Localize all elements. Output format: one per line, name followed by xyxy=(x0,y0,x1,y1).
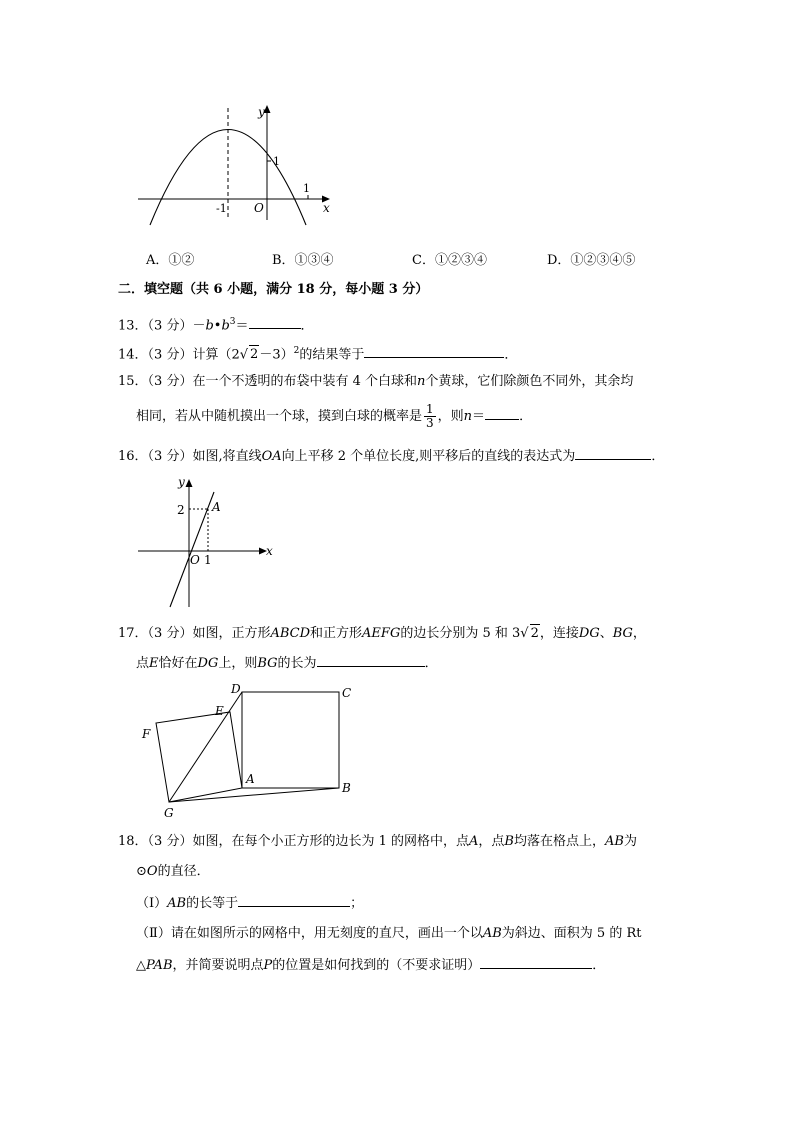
y-axis-arrow-icon xyxy=(186,479,193,487)
question-13 xyxy=(118,313,314,335)
option-c[interactable]: C．①②③④ xyxy=(412,253,487,268)
x-one-label: 1 xyxy=(303,182,310,195)
q14-radicand: 2 xyxy=(250,347,259,363)
q13-minus: － xyxy=(192,318,206,334)
parabola-figure xyxy=(130,100,340,225)
label-g: G xyxy=(164,806,174,820)
q17-text-2a: 点 xyxy=(136,656,150,671)
q13-answer-blank[interactable] xyxy=(249,316,301,329)
q16-text-b: 向上平移 2 个单位长度,则平移后的直线的表达式为 xyxy=(281,449,576,464)
label-e: E xyxy=(215,704,224,718)
q18-text-2b: 的直径． xyxy=(157,864,210,879)
q18-part-1-marker: （Ⅰ） xyxy=(136,896,168,911)
origin-label: O xyxy=(254,201,264,215)
option-b[interactable]: B．①③④ xyxy=(272,253,334,268)
q17-text-1a: 如图，正方形 xyxy=(192,626,271,641)
q17-text-2d: 的长为 xyxy=(277,656,317,671)
q17-text-1c: 的边长分别为 5 和 3 xyxy=(400,626,521,641)
q18-var-ab3: AB xyxy=(482,926,502,941)
q15-end: ． xyxy=(519,409,533,424)
label-d: D xyxy=(231,682,241,696)
q18-var-ab: AB xyxy=(604,834,624,849)
q15-equals: ＝ xyxy=(472,409,486,424)
q18-text-1c: 均落在格点上， xyxy=(513,834,605,849)
two-label: 2 xyxy=(177,503,185,517)
q17-var-e: E xyxy=(149,656,159,671)
q17-var-dg: DG xyxy=(578,626,600,641)
q14-prefix: 计算（2 xyxy=(192,347,240,363)
q14-exponent: 2 xyxy=(293,346,300,356)
point-a-label: A xyxy=(212,500,221,514)
q16-text-a: 如图,将直线 xyxy=(192,449,262,464)
q17-score: （3 分） xyxy=(147,626,193,641)
x-axis-label: x xyxy=(266,544,273,558)
one-label: 1 xyxy=(204,553,212,567)
q18-var-o: O xyxy=(146,864,158,879)
question-16 xyxy=(118,447,664,466)
q14-score: （3 分） xyxy=(147,347,193,363)
q17-number: 17． xyxy=(118,626,148,641)
q18-text-1d: 为 xyxy=(623,834,637,849)
q17-var-aefg: AEFG xyxy=(362,626,401,641)
q17-var-dg2: DG xyxy=(197,656,219,671)
question-15-line-2 xyxy=(136,403,532,430)
line-figure xyxy=(134,474,284,610)
q15-text-1b: 个黄球，它们除颜色不同外，其余均 xyxy=(425,374,634,389)
x-axis-label: x xyxy=(323,201,330,215)
q15-number: 15． xyxy=(118,374,148,389)
question-18-part-2-line-1 xyxy=(136,925,641,943)
q18-var-ab2: AB xyxy=(167,896,187,911)
question-14 xyxy=(118,342,517,364)
q15-answer-blank[interactable] xyxy=(485,407,519,420)
q17-var-abcd: ABCD xyxy=(270,626,311,641)
q17-separator: 、 xyxy=(599,626,613,641)
sqrt-icon: √ xyxy=(520,626,529,641)
q18-var-p: P xyxy=(263,958,273,973)
q17-var-bg2: BG xyxy=(257,656,278,671)
q18-text-1b: ，点 xyxy=(478,834,505,849)
neg-one-label: -1 xyxy=(216,202,227,215)
q13-equals: ＝ xyxy=(235,318,249,334)
question-17-line-1 xyxy=(118,624,646,643)
q14-end: ． xyxy=(504,347,518,363)
square-abcd xyxy=(242,692,339,788)
q13-var-b2: b xyxy=(221,318,230,334)
label-f: F xyxy=(142,727,151,741)
segment-bg xyxy=(169,788,339,802)
q14-post: －3） xyxy=(259,347,294,363)
q17-text-2c: 上，则 xyxy=(218,656,258,671)
segment-dg xyxy=(169,692,242,802)
q18-var-b: B xyxy=(504,834,514,849)
q18-number: 18． xyxy=(118,834,148,849)
label-b: B xyxy=(342,781,351,795)
q18-end: ． xyxy=(592,958,606,973)
q18-part-2-answer-blank[interactable] xyxy=(480,956,592,969)
q18-part-2-text-b: 为斜边、面积为 5 的 Rt xyxy=(501,926,642,941)
option-d[interactable]: D．①②③④⑤ xyxy=(547,253,636,268)
triangle-symbol: △ xyxy=(136,958,146,973)
q15-text-2a: 相同，若从中随机摸出一个球，摸到白球的概率是 xyxy=(136,409,423,424)
label-a: A xyxy=(246,772,255,786)
q13-exponent: 3 xyxy=(229,317,236,327)
y-axis-label: y xyxy=(178,475,185,489)
q17-text-1d: ，连接 xyxy=(539,626,579,641)
y-one-label: 1 xyxy=(273,155,280,168)
section-heading: 二．填空题（共 6 小题，满分 18 分，每小题 3 分） xyxy=(118,282,429,297)
q13-dot: • xyxy=(213,318,222,334)
q18-part-1-text: 的长等于 xyxy=(186,896,239,911)
question-18-part-1 xyxy=(136,894,363,913)
q15-score: （3 分） xyxy=(147,374,193,389)
q17-radicand: 2 xyxy=(530,626,539,641)
q16-answer-blank[interactable] xyxy=(575,447,651,460)
q17-text-2b: 恰好在 xyxy=(158,656,198,671)
q14-answer-blank[interactable] xyxy=(364,345,504,358)
q18-var-pab: PAB xyxy=(146,958,173,973)
q17-end: ． xyxy=(424,656,438,671)
option-a[interactable]: A．①② xyxy=(146,253,195,268)
q14-number: 14． xyxy=(118,347,148,363)
q18-part-2-text-d: 的位置是如何找到的（不要求证明） xyxy=(272,958,481,973)
q18-var-a: A xyxy=(469,834,479,849)
q16-end: ． xyxy=(651,449,665,464)
q15-fraction-num: 1 xyxy=(426,402,434,416)
question-18-part-2-line-2 xyxy=(136,956,605,975)
q15-text-1a: 在一个不透明的布袋中装有 4 个白球和 xyxy=(192,374,417,389)
question-15-line-1 xyxy=(118,373,633,391)
q13-var-b: b xyxy=(205,318,214,334)
q17-var-bg: BG xyxy=(612,626,633,641)
q16-var-oa: OA xyxy=(261,449,282,464)
squares-figure xyxy=(134,680,364,820)
q17-text-1b: 和正方形 xyxy=(310,626,363,641)
q13-number: 13． xyxy=(118,318,148,334)
question-18-line-1 xyxy=(118,833,637,851)
circle-o-symbol: ⊙ xyxy=(136,864,147,879)
q18-text-1a: 如图，在每个小正方形的边长为 1 的网格中，点 xyxy=(192,834,469,849)
q18-part-1-end: ； xyxy=(350,896,364,911)
question-17-line-2 xyxy=(136,654,438,673)
q14-tail: 的结果等于 xyxy=(299,347,365,363)
sqrt-icon: √ xyxy=(239,347,249,363)
q15-text-2b: ，则 xyxy=(437,409,464,424)
question-18-line-2 xyxy=(136,863,210,881)
q15-fraction-den: 3 xyxy=(426,416,434,430)
q13-score: （3 分） xyxy=(147,318,193,334)
q17-text-1e: ， xyxy=(632,626,646,641)
q13-end: ． xyxy=(300,318,314,334)
q18-part-2-text-c: ，并简要说明点 xyxy=(172,958,264,973)
q18-score: （3 分） xyxy=(147,834,193,849)
q15-fraction xyxy=(424,403,436,430)
q18-part-1-answer-blank[interactable] xyxy=(238,894,350,907)
q15-var-n2: n xyxy=(463,409,473,424)
q17-answer-blank[interactable] xyxy=(317,654,425,667)
origin-label: O xyxy=(190,553,200,567)
q15-var-n: n xyxy=(417,374,426,389)
q16-score: （3 分） xyxy=(147,449,193,464)
q16-number: 16． xyxy=(118,449,148,464)
y-axis-label: y xyxy=(258,105,265,119)
q18-part-2-text-a: （Ⅱ）请在如图所示的网格中，用无刻度的直尺，画出一个以 xyxy=(136,926,483,941)
label-c: C xyxy=(342,686,352,700)
